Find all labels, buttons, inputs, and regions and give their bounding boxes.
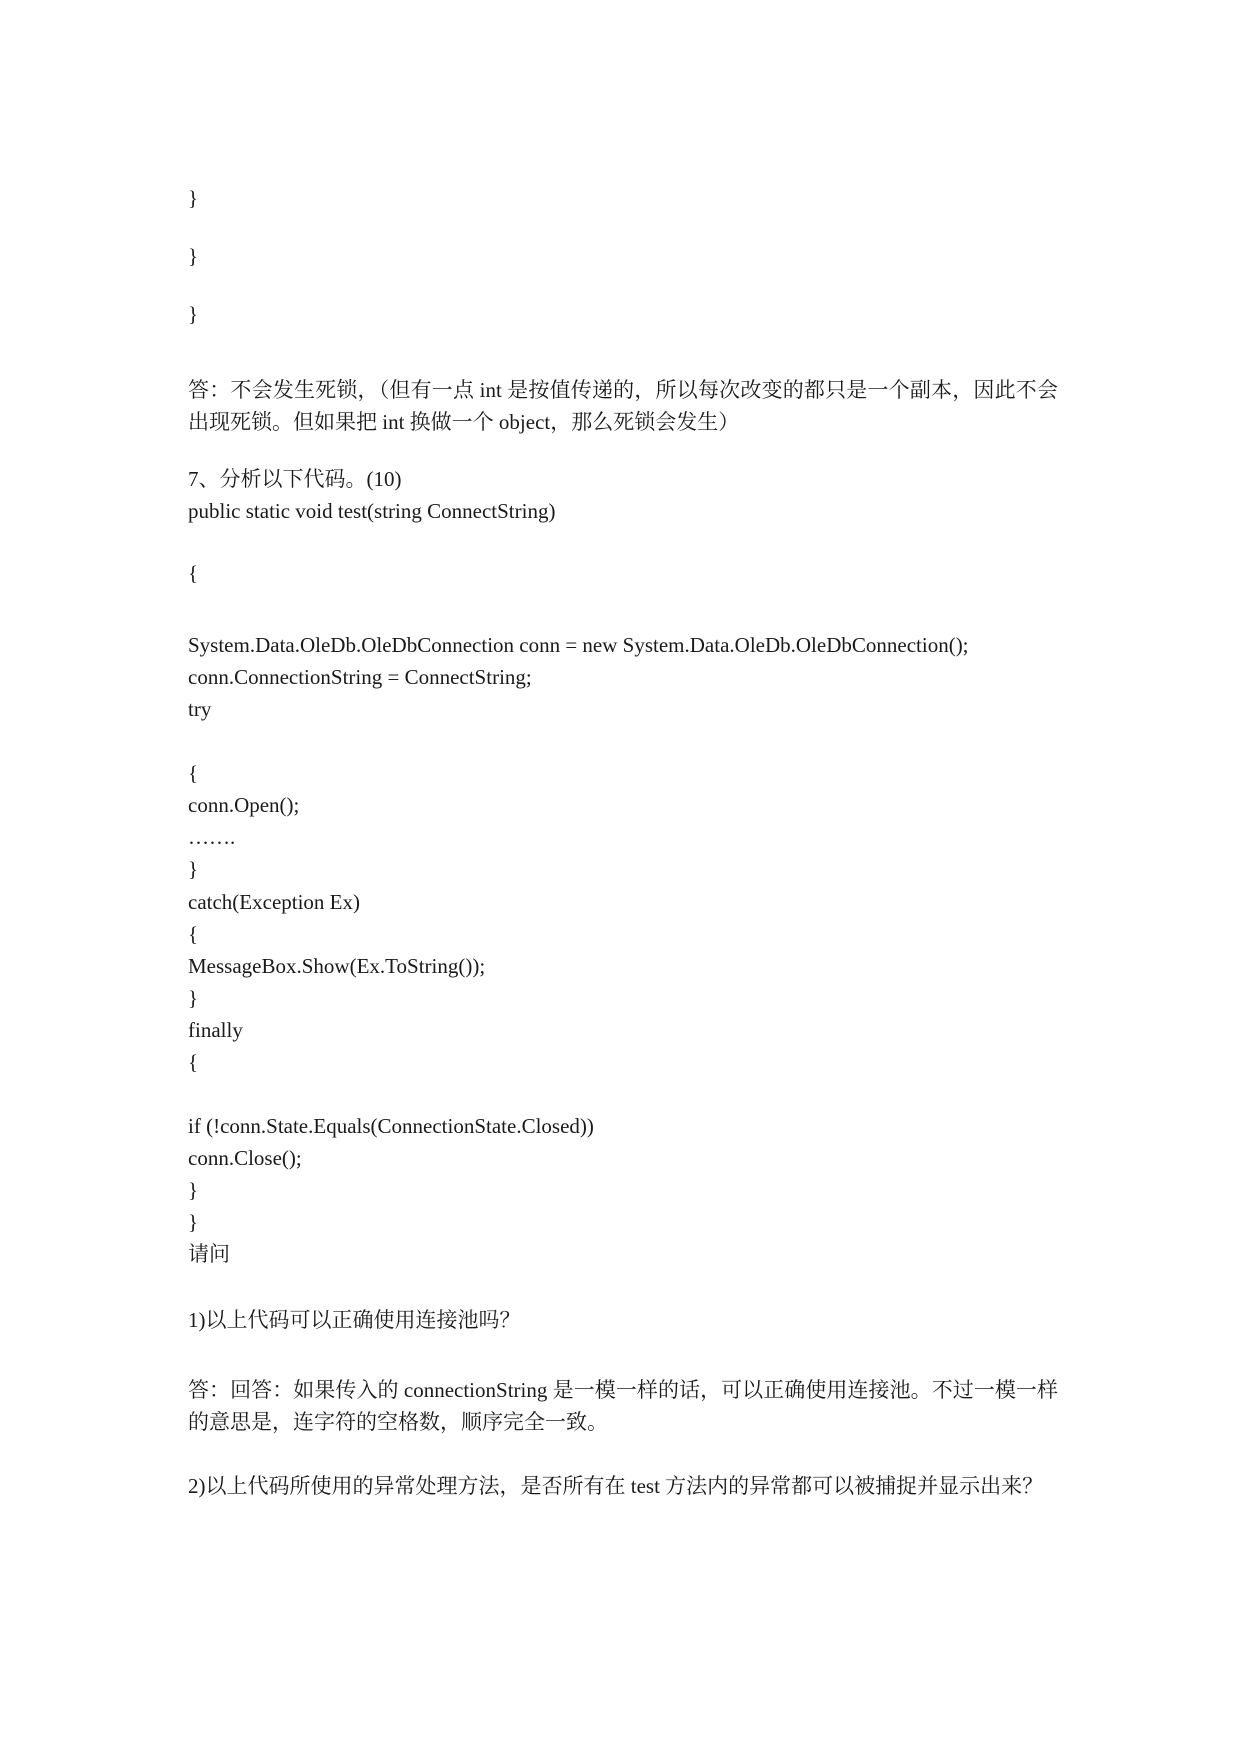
code-open-brace-method: { [188, 561, 199, 585]
question-prompt: 请问 [188, 1242, 230, 1266]
code-catch: catch(Exception Ex) [188, 890, 360, 914]
code-method-signature: public static void test(string ConnectString) [188, 499, 556, 523]
closing-brace-2: } [188, 244, 199, 268]
code-ellipsis: ……. [188, 825, 236, 849]
code-connection-decl: System.Data.OleDb.OleDbConnection conn = new System.Data.OleDb.OleDbConnection(); [188, 633, 969, 657]
question-2: 2)以上代码所使用的异常处理方法，是否所有在 test 方法内的异常都可以被捕捉并显示出来？ [188, 1474, 1044, 1498]
code-close-brace-try: } [188, 857, 199, 881]
code-open-brace-try: { [188, 761, 199, 785]
answer-1: 答：回答：如果传入的 connectionString 是一模一样的话，可以正确使用连接池。不过一模一样的意思是，连字符的空格数，顺序完全一致。 [188, 1378, 1058, 1434]
code-messagebox: MessageBox.Show(Ex.ToString()); [188, 954, 486, 978]
answer-deadlock: 答：不会发生死锁，（但有一点 int 是按值传递的，所以每次改变的都只是一个副本，因此不会出现死锁。但如果把 int 换做一个 object，那么死锁会发生） [188, 378, 1058, 434]
closing-brace-1: } [188, 186, 199, 210]
code-finally: finally [188, 1018, 243, 1042]
code-close-brace-catch: } [188, 986, 199, 1010]
question-7-heading: 7、分析以下代码。(10) [188, 467, 402, 491]
code-open-brace-catch: { [188, 922, 199, 946]
code-open-brace-finally: { [188, 1050, 199, 1074]
code-conn-close: conn.Close(); [188, 1146, 302, 1170]
question-1: 1)以上代码可以正确使用连接池吗？ [188, 1308, 521, 1332]
code-close-brace-finally: } [188, 1178, 199, 1202]
code-if-state: if (!conn.State.Equals(ConnectionState.Closed)) [188, 1114, 594, 1138]
code-close-brace-method: } [188, 1210, 199, 1234]
code-connection-string: conn.ConnectionString = ConnectString; [188, 665, 532, 689]
closing-brace-3: } [188, 302, 199, 326]
code-conn-open: conn.Open(); [188, 793, 300, 817]
code-try: try [188, 697, 212, 721]
